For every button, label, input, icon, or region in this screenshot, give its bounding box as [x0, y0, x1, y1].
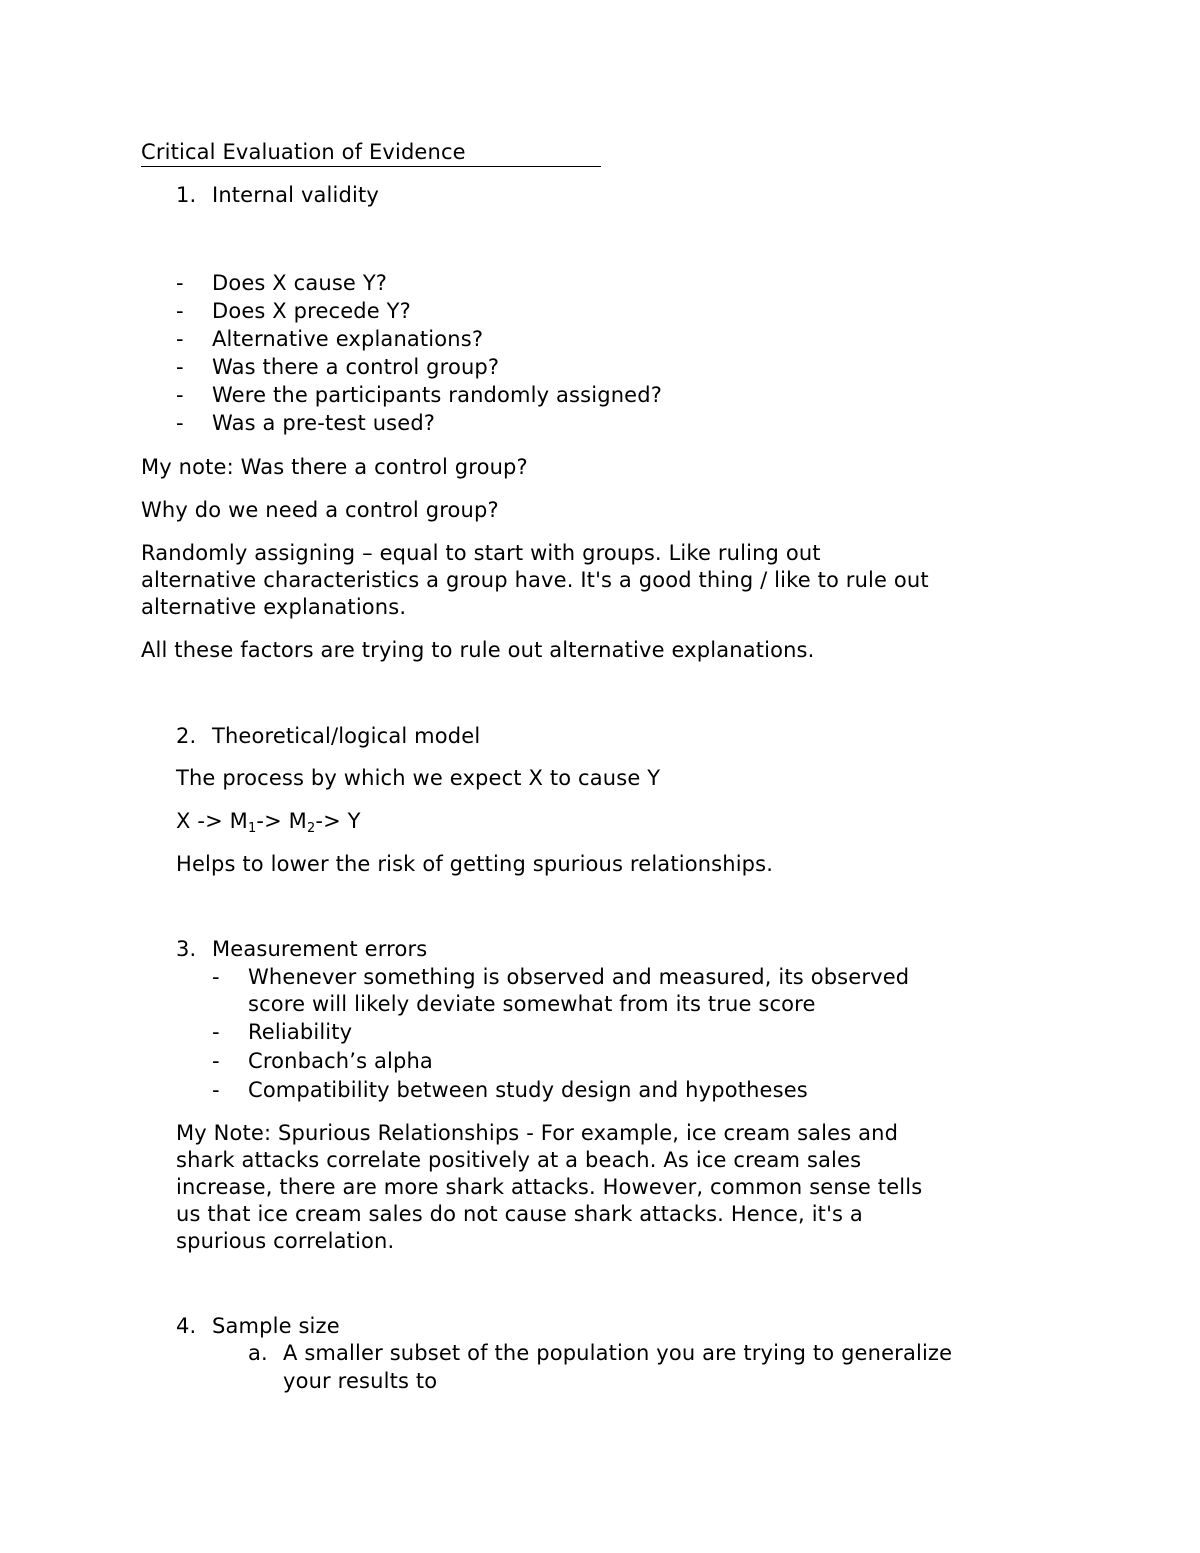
section-2-number: 2. — [176, 724, 197, 748]
list-item: Were the participants randomly assigned? — [212, 383, 663, 407]
model-formula — [176, 808, 361, 835]
note-random-line-3: alternative explanations. — [141, 595, 407, 619]
list-item: Does X cause Y? — [212, 271, 388, 295]
section-1-heading: Internal validity — [212, 183, 379, 207]
page-title: Critical Evaluation of Evidence — [141, 139, 601, 167]
sub-item-marker: a. — [248, 1341, 268, 1365]
spurious-example-line-4: us that ice cream sales do not cause shark attacks. Hence, it's a — [176, 1202, 863, 1226]
list-item-continuation: score will likely deviate somewhat from its true score — [248, 992, 816, 1016]
spurious-example-line-1: My Note: Spurious Relationships - For example, ice cream sales and — [176, 1121, 899, 1145]
bullet-marker: - — [176, 271, 184, 295]
section-1-number: 1. — [176, 183, 197, 207]
note-random-line-2: alternative characteristics a group have. It's a good thing / like to rule out — [141, 568, 929, 592]
section-4-heading: Sample size — [212, 1314, 340, 1338]
bullet-marker: - — [212, 1049, 220, 1073]
section-3-heading: Measurement errors — [212, 937, 428, 961]
section-3-number: 3. — [176, 937, 197, 961]
bullet-marker: - — [176, 327, 184, 351]
list-item: Cronbach’s alpha — [248, 1049, 433, 1073]
note-control-group: My note: Was there a control group? — [141, 455, 528, 479]
bullet-marker: - — [176, 411, 184, 435]
bullet-marker: - — [176, 383, 184, 407]
note-all-factors: All these factors are trying to rule out alternative explanations. — [141, 638, 815, 662]
bullet-marker: - — [176, 355, 184, 379]
spurious-note: Helps to lower the risk of getting spurious relationships. — [176, 852, 774, 876]
section-2-heading: Theoretical/logical model — [212, 724, 481, 748]
list-item: Was a pre-test used? — [212, 411, 436, 435]
list-item: Whenever something is observed and measured, its observed — [248, 965, 910, 989]
bullet-marker: - — [176, 299, 184, 323]
spurious-example-line-2: shark attacks correlate positively at a beach. As ice cream sales — [176, 1148, 862, 1172]
model-formula-part: X -> M — [176, 809, 248, 833]
list-item: Was there a control group? — [212, 355, 500, 379]
sub-item-line-2: your results to — [283, 1369, 438, 1393]
model-formula-part: -> Y — [315, 809, 361, 833]
list-item: Alternative explanations? — [212, 327, 484, 351]
bullet-marker: - — [212, 1078, 220, 1102]
bullet-marker: - — [212, 965, 220, 989]
spurious-example-line-3: increase, there are more shark attacks. However, common sense tells — [176, 1175, 923, 1199]
sub-item-line-1: A smaller subset of the population you are trying to generalize — [283, 1341, 953, 1365]
list-item: Does X precede Y? — [212, 299, 411, 323]
note-random-line-1: Randomly assigning – equal to start with groups. Like ruling out — [141, 541, 821, 565]
model-formula-subscript: 2 — [306, 821, 316, 836]
list-item: Compatibility between study design and hypotheses — [248, 1078, 808, 1102]
model-formula-subscript: 1 — [247, 821, 257, 836]
process-description: The process by which we expect X to cause Y — [176, 766, 661, 790]
list-item: Reliability — [248, 1020, 353, 1044]
section-4-number: 4. — [176, 1314, 197, 1338]
bullet-marker: - — [212, 1020, 220, 1044]
note-why-control-group: Why do we need a control group? — [141, 498, 499, 522]
spurious-example-line-5: spurious correlation. — [176, 1229, 395, 1253]
model-formula-part: -> M — [256, 809, 307, 833]
